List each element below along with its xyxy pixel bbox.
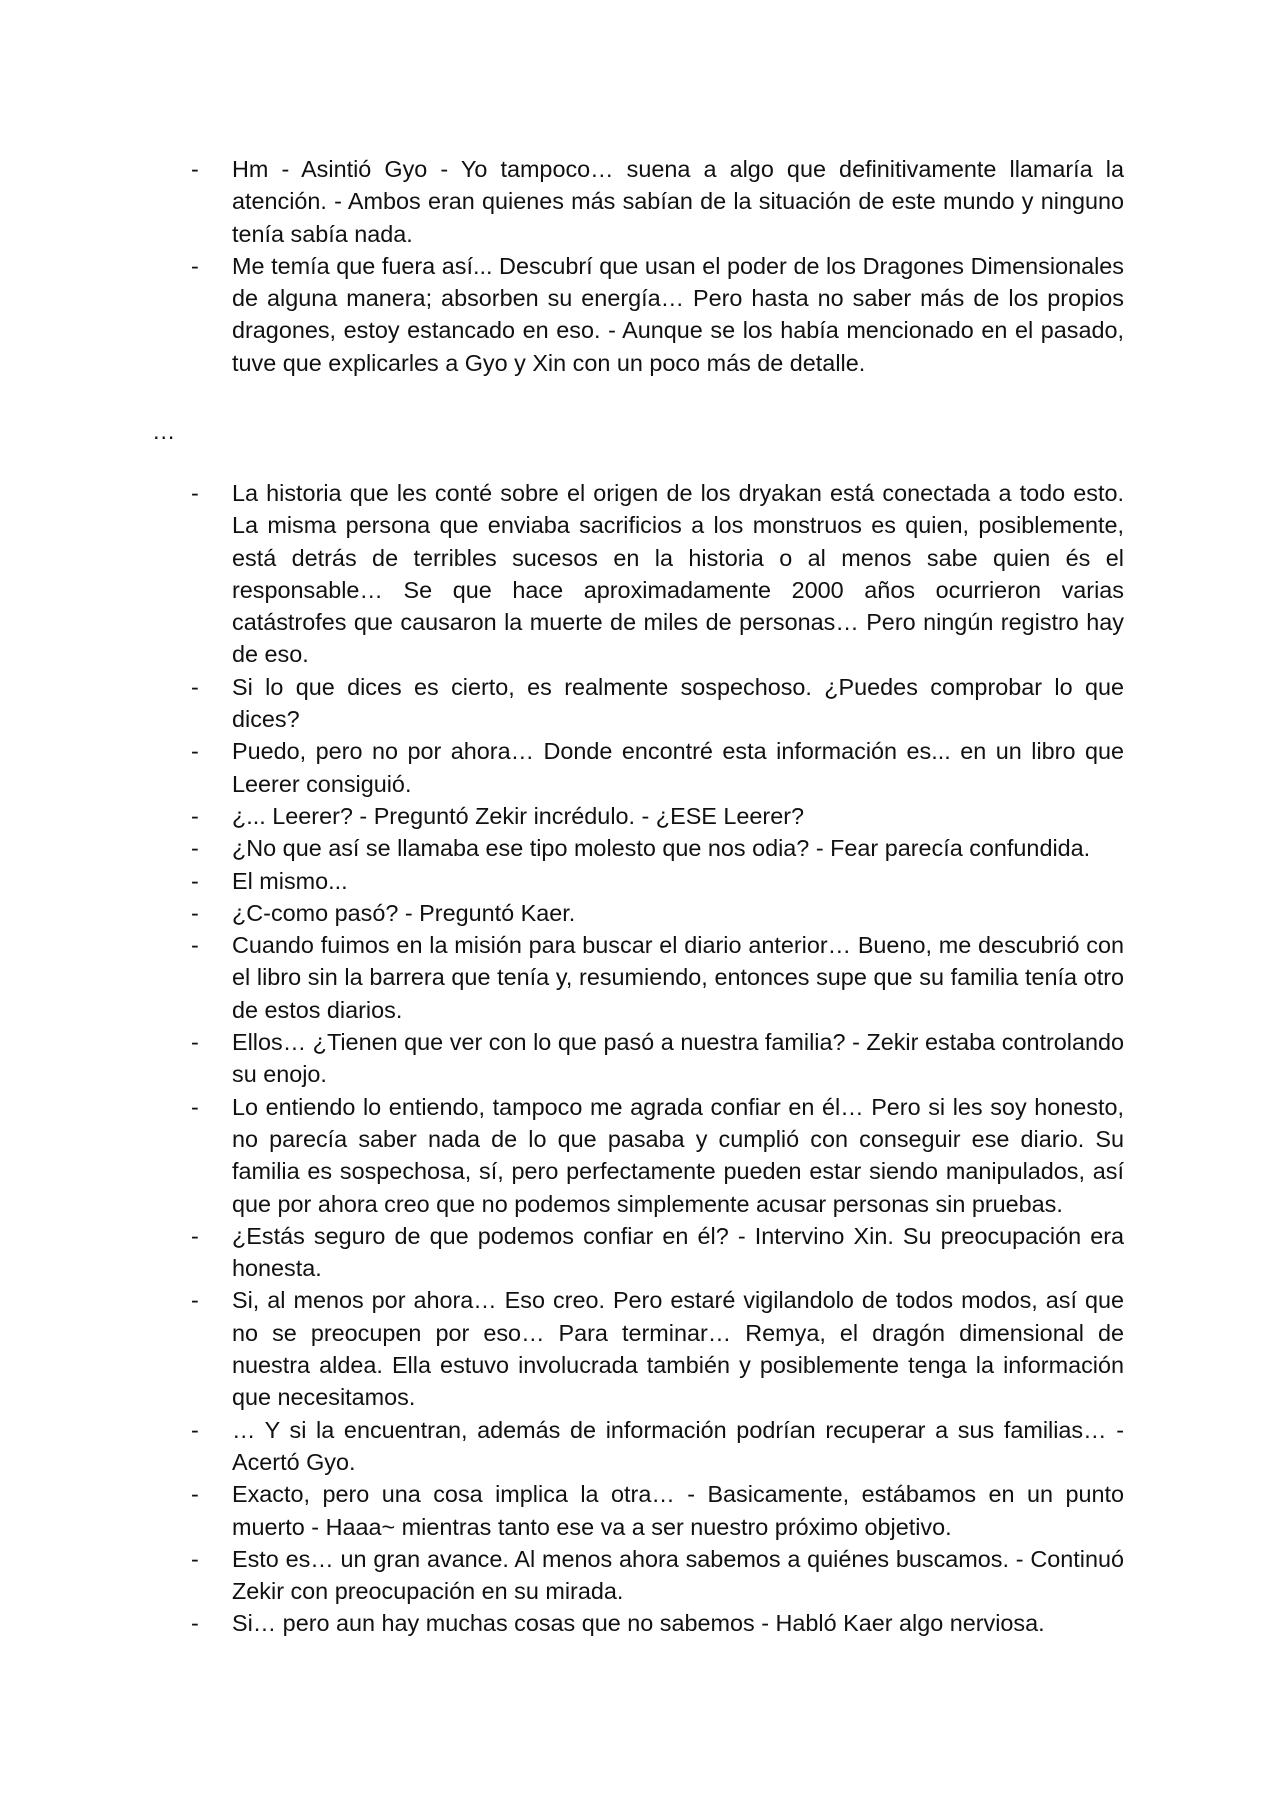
dialogue-item bbox=[0, 1220, 1280, 1285]
dialogue-item bbox=[0, 735, 1280, 800]
list-dash: - bbox=[191, 1481, 199, 1508]
dialogue-text: Si, al menos por ahora… Eso creo. Pero estaré vigilandolo de todos modos, así que no se preocupen por eso… Para terminar… Remya, el dragón dimensional de nuestra aldea. Ella estuvo involucrada también y posiblemente tenga la información que necesitamos. bbox=[232, 1287, 1124, 1411]
list-dash: - bbox=[191, 252, 199, 279]
dialogue-text: Ellos… ¿Tienen que ver con lo que pasó a nuestra familia? - Zekir estaba controlando su enojo. bbox=[232, 1029, 1124, 1088]
list-dash: - bbox=[191, 738, 199, 765]
dialogue-item bbox=[0, 1607, 1280, 1639]
dialogue-text: Esto es… un gran avance. Al menos ahora sabemos a quiénes buscamos. - Continuó Zekir con preocupación en su mirada. bbox=[232, 1545, 1124, 1605]
dialogue-item bbox=[0, 1026, 1280, 1091]
dialogue-item bbox=[0, 1478, 1280, 1543]
list-dash: - bbox=[191, 1029, 199, 1056]
list-dash: - bbox=[191, 899, 199, 926]
dialogue-text: Lo entiendo lo entiendo, tampoco me agrada confiar en él… Pero si les soy honesto, no parecía saber nada de lo que pasaba y cumplió con conseguir ese diario. Su familia es sospechosa, sí, pero perfectamente pueden estar siendo manipulados, así que por ahora creo que no podemos simplemente acusar personas sin pruebas. bbox=[232, 1093, 1124, 1217]
dialogue-item bbox=[0, 250, 1280, 379]
dialogue-item bbox=[0, 865, 1280, 897]
list-dash: - bbox=[191, 1545, 199, 1572]
dialogue-text: Puedo, pero no por ahora… Donde encontré esta información es... en un libro que Leerer consiguió. bbox=[232, 738, 1124, 797]
dialogue-item bbox=[0, 153, 1280, 250]
dialogue-text: La historia que les conté sobre el origen de los dryakan está conectada a todo esto. La misma persona que enviaba sacrificios a los monstruos es quien, posiblemente, está detrás de terribles sucesos en la historia o al menos sabe quien és el responsable… Se que hace aproximadamente 2000 años ocurrieron varias catástrofes que causaron la muerte de miles de personas… Pero ningún registro hay de eso. bbox=[232, 480, 1124, 668]
dialogue-item bbox=[0, 929, 1280, 1026]
list-dash: - bbox=[191, 932, 199, 959]
dialogue-item bbox=[0, 1543, 1280, 1608]
list-dash: - bbox=[191, 867, 199, 894]
dialogue-text: Me temía que fuera así... Descubrí que usan el poder de los Dragones Dimensionales de alguna manera; absorben su energía… Pero hasta no saber más de los propios dragones, estoy estancado en eso. - Aunque se los había mencionado en el pasado, tuve que explicarles a Gyo y Xin con un poco más de detalle. bbox=[232, 252, 1124, 376]
dialogue-list-two bbox=[0, 477, 1280, 1640]
dialogue-text: Hm - Asintió Gyo - Yo tampoco… suena a algo que definitivamente llamaría la atención. - Ambos eran quienes más sabían de la situación de este mundo y ninguno tenía sabía nada. bbox=[232, 156, 1124, 247]
list-dash: - bbox=[191, 480, 199, 506]
list-dash: - bbox=[191, 156, 199, 182]
dialogue-item bbox=[0, 671, 1280, 736]
dialogue-list-one bbox=[0, 153, 1280, 379]
dialogue-text: Exacto, pero una cosa implica la otra… - Basicamente, estábamos en un punto muerto - Haaa~ mientras tanto ese va a ser nuestro próximo objetivo. bbox=[232, 1481, 1124, 1540]
list-dash: - bbox=[191, 673, 199, 700]
dialogue-text: ¿No que así se llamaba ese tipo molesto que nos odia? - Fear parecía confundida. bbox=[232, 835, 1091, 862]
dialogue-item bbox=[0, 477, 1280, 671]
dialogue-text: Si… pero aun hay muchas cosas que no sabemos - Habló Kaer algo nerviosa. bbox=[232, 1610, 1045, 1637]
list-dash: - bbox=[191, 1287, 199, 1314]
scene-break: … bbox=[152, 418, 176, 444]
dialogue-text: ¿... Leerer? - Preguntó Zekir incrédulo. - ¿ESE Leerer? bbox=[232, 802, 805, 829]
list-dash: - bbox=[191, 1610, 199, 1637]
list-dash: - bbox=[191, 1416, 199, 1443]
dialogue-text: ¿C-como pasó? - Preguntó Kaer. bbox=[232, 899, 576, 926]
dialogue-text: Si lo que dices es cierto, es realmente sospechoso. ¿Puedes comprobar lo que dices? bbox=[232, 673, 1124, 733]
list-dash: - bbox=[191, 1093, 199, 1120]
dialogue-text: Cuando fuimos en la misión para buscar el diario anterior… Bueno, me descubrió con el libro sin la barrera que tenía y, resumiendo, entonces supe que su familia tenía otro de estos diarios. bbox=[232, 932, 1124, 1023]
dialogue-item bbox=[0, 1414, 1280, 1479]
dialogue-text: ¿Estás seguro de que podemos confiar en él? - Intervino Xin. Su preocupación era honesta. bbox=[232, 1222, 1124, 1282]
list-dash: - bbox=[191, 802, 199, 829]
list-dash: - bbox=[191, 1222, 199, 1249]
list-dash: - bbox=[191, 835, 199, 862]
dialogue-text: … Y si la encuentran, además de información podrían recuperar a sus familias… - Acertó Gyo. bbox=[232, 1416, 1124, 1475]
dialogue-text: El mismo... bbox=[232, 867, 348, 894]
dialogue-item bbox=[0, 897, 1280, 929]
dialogue-item bbox=[0, 800, 1280, 832]
dialogue-item bbox=[0, 1284, 1280, 1413]
dialogue-item bbox=[0, 1091, 1280, 1220]
dialogue-item bbox=[0, 832, 1280, 864]
